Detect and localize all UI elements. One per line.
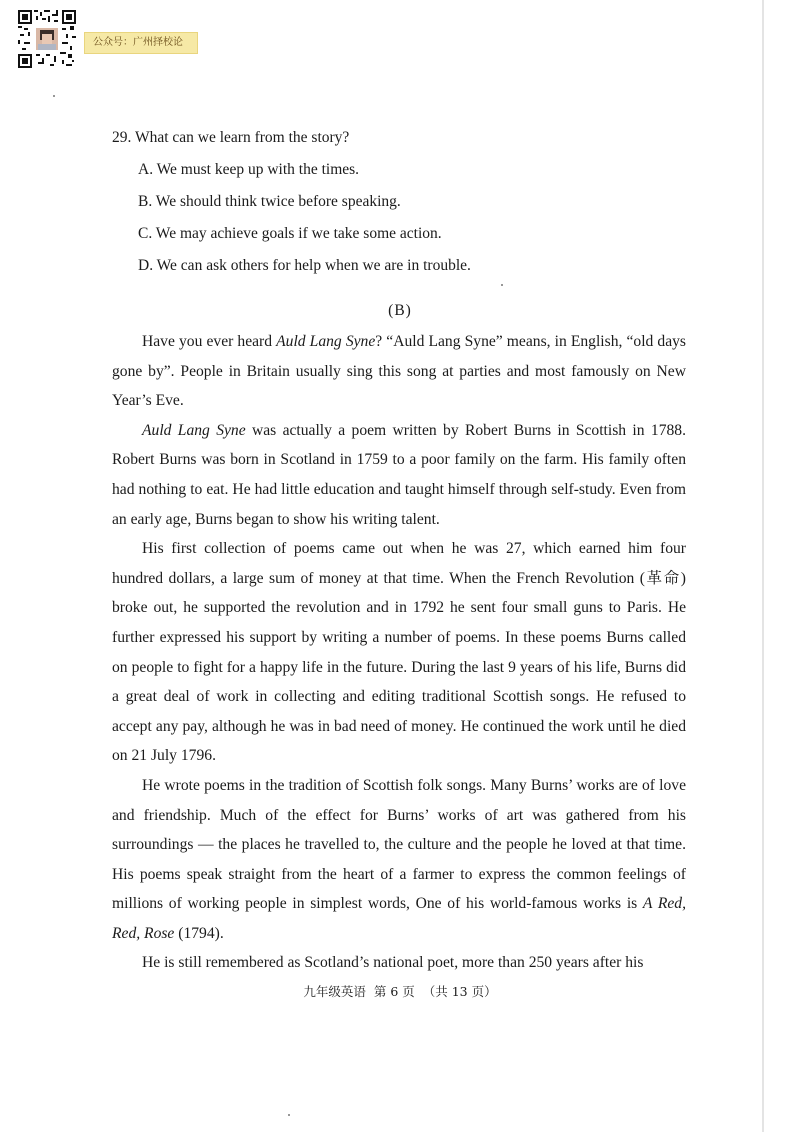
paragraph-text: (1794).	[174, 924, 224, 942]
paragraph-4	[112, 771, 686, 949]
section-label: (B)	[388, 302, 412, 319]
option-b: B. We should think twice before speaking.	[138, 193, 401, 210]
paragraph-2	[112, 416, 686, 534]
paragraph-text: ? “Auld Lang Syne” means, in English, “old days gone by”. People in Britain usually sing this song at parties and most famously on New Year’s Eve.	[112, 333, 687, 410]
paragraph-text: Have you ever heard	[142, 333, 277, 350]
qr-code-icon	[18, 10, 76, 68]
qr-captions	[18, 68, 78, 76]
scan-speck	[53, 95, 55, 97]
song-title: Auld Lang Syne	[276, 333, 376, 350]
poem-title: A Red, Red, Rose	[112, 895, 686, 942]
page-footer: 九年级英语 第 6 页 （共 13 页）	[303, 984, 497, 999]
scan-speck	[288, 1114, 290, 1116]
option-a: A. We must keep up with the times.	[138, 161, 360, 178]
reading-passage	[112, 327, 686, 978]
option-d: D. We can ask others for help when we are in trouble.	[138, 257, 471, 274]
option-c: C. We may achieve goals if we take some action.	[138, 225, 442, 242]
question-title: 29. What can we learn from the story?	[112, 129, 350, 146]
song-title: Auld Lang Syne	[142, 421, 246, 439]
paragraph-1	[112, 327, 686, 416]
paragraph-3: His first collection of poems came out when he was 27, which earned him four hundred dollars, a large sum of money at that time. When the French Revolution (革命) broke out, he supported the revolution and in 1792 he sent four small guns to Paris. He further expressed his support by writing a number of poems. In these poems Burns called on people to fight for a happy life in the future. During the last 9 years of his life, Burns did a great deal of work in collecting and editing traditional Scottish songs. He refused to accept any pay, although he was in bad need of money. He continued the work until he died on 21 July 1796.	[112, 540, 686, 765]
page-edge	[762, 0, 764, 1132]
paragraph-text: He wrote poems in the tradition of Scottish folk songs. Many Burns’ works are of love and friendship. Much of the effect for Burns’ works of art was gathered from his surroundings — the places he travelled to, the culture and the people he loved at that time. His poems speak straight from the heart of a farmer to express the common feelings of millions of working people in simplest words, One of his world-famous works is	[112, 776, 686, 913]
scan-speck	[501, 284, 503, 286]
wechat-account-banner: 公众号：广州择校论	[84, 32, 198, 54]
paragraph-text: was actually a poem written by Robert Burns in Scottish in 1788. Robert Burns was born in Scotland in 1759 to a poor family on the farm. His family often had nothing to eat. He had little education and taught himself through self-study. Even from an early age, Burns began to show his writing talent.	[112, 421, 686, 528]
paragraph-5: He is still remembered as Scotland’s national poet, more than 250 years after his	[142, 954, 644, 972]
